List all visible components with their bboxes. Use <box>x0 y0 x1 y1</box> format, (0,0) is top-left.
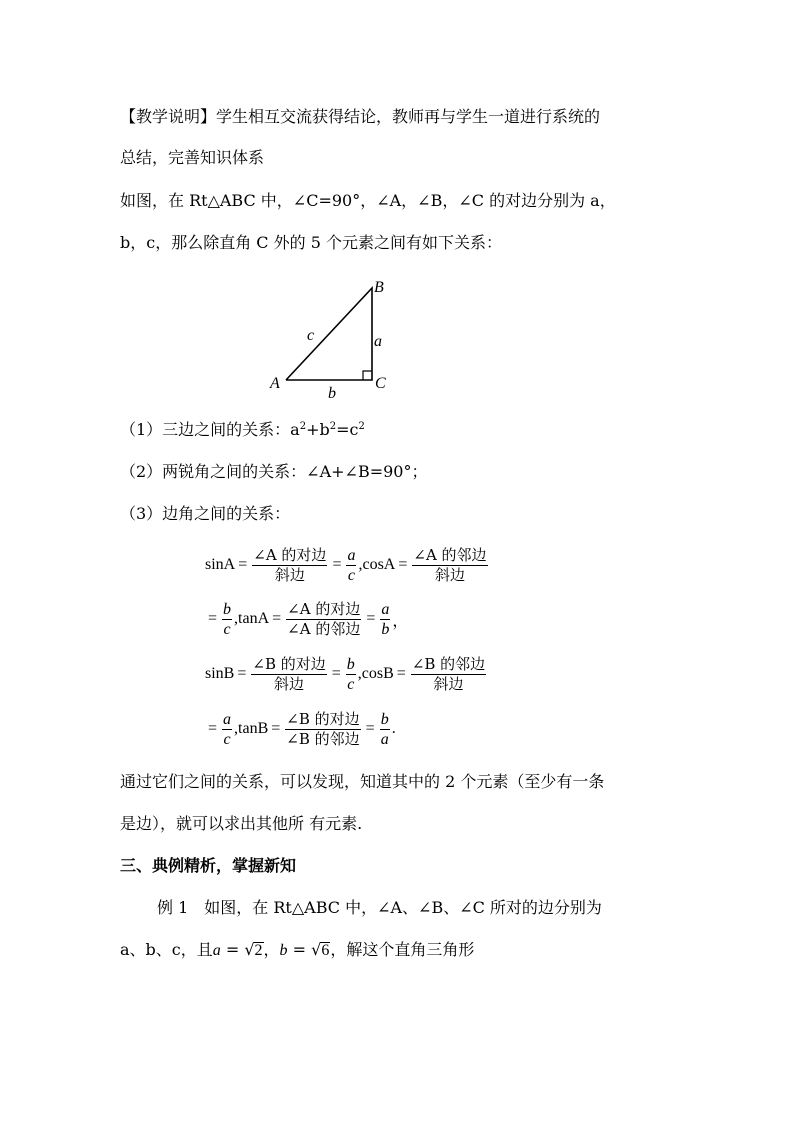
formula-row-sinB-cosB: sinB = $\frac{\text{∠B 的对边}}{\text{斜边}}$ = $\frac{b}{c}$ , cosB = $\frac{\text{∠B 的邻边}}{\text{斜边}}$ <box>205 654 486 693</box>
vertex-a-label: A <box>270 375 280 392</box>
example-line-1: 例 1 如图，在 Rt△ABC 中，∠A、∠B、∠C 所对的边分别为 <box>157 898 602 917</box>
side-a-label: a <box>374 333 382 350</box>
vertex-b-label: B <box>374 279 384 296</box>
conclusion-line-1: 通过它们之间的关系，可以发现，知道其中的 2 个元素（至少有一条 <box>120 772 605 791</box>
side-c-label: c <box>307 327 315 344</box>
side-b-label: b <box>328 385 336 400</box>
formula-row-sinA-cosA: sinA = $\frac{\text{∠A 的对边}}{\text{斜边}}$ = $\frac{a}{c}$ , cosA = $\frac{\text{∠A 的邻边}}{\text{斜边}}$ <box>205 545 487 584</box>
example-line-2: a、b、c，且a = √2，b = √6，解这个直角三角形 <box>120 940 475 959</box>
relation-angles: （2）两锐角之间的关系：∠A+∠B=90°； <box>120 462 428 481</box>
explanation-line-1: 【教学说明】学生相互交流获得结论，教师再与学生一道进行系统的 <box>120 107 601 126</box>
vertex-c-label: C <box>375 375 386 392</box>
explanation-line-2: 总结，完善知识体系 <box>120 148 265 167</box>
conclusion-line-2: 是边），就可以求出其他所 有元素. <box>120 814 363 833</box>
relation-side-angle: （3）边角之间的关系： <box>120 504 291 523</box>
intro-line-2: b，c，那么除直角 C 外的 5 个元素之间有如下关系： <box>120 233 502 252</box>
formula-row-tanA: = $\frac{b}{c}$ , tanA = $\frac{\text{∠A 的对边}}{\text{∠A 的邻边}}$ = $\frac{a}{b}$ ， <box>208 599 409 638</box>
formula-row-tanB: = $\frac{a}{c}$ , tanB = $\frac{\text{∠B 的对边}}{\text{∠B 的邻边}}$ = $\frac{b}{a}$ . <box>208 709 396 748</box>
right-triangle-figure <box>262 272 402 400</box>
intro-line-1: 如图，在 Rt△ABC 中，∠C=90°，∠A，∠B，∠C 的对边分别为 a， <box>120 191 616 210</box>
section-heading: 三、典例精析，掌握新知 <box>120 856 297 875</box>
relation-sides: （1）三边之间的关系：$a^2+b^2=c^2$ <box>120 420 365 439</box>
